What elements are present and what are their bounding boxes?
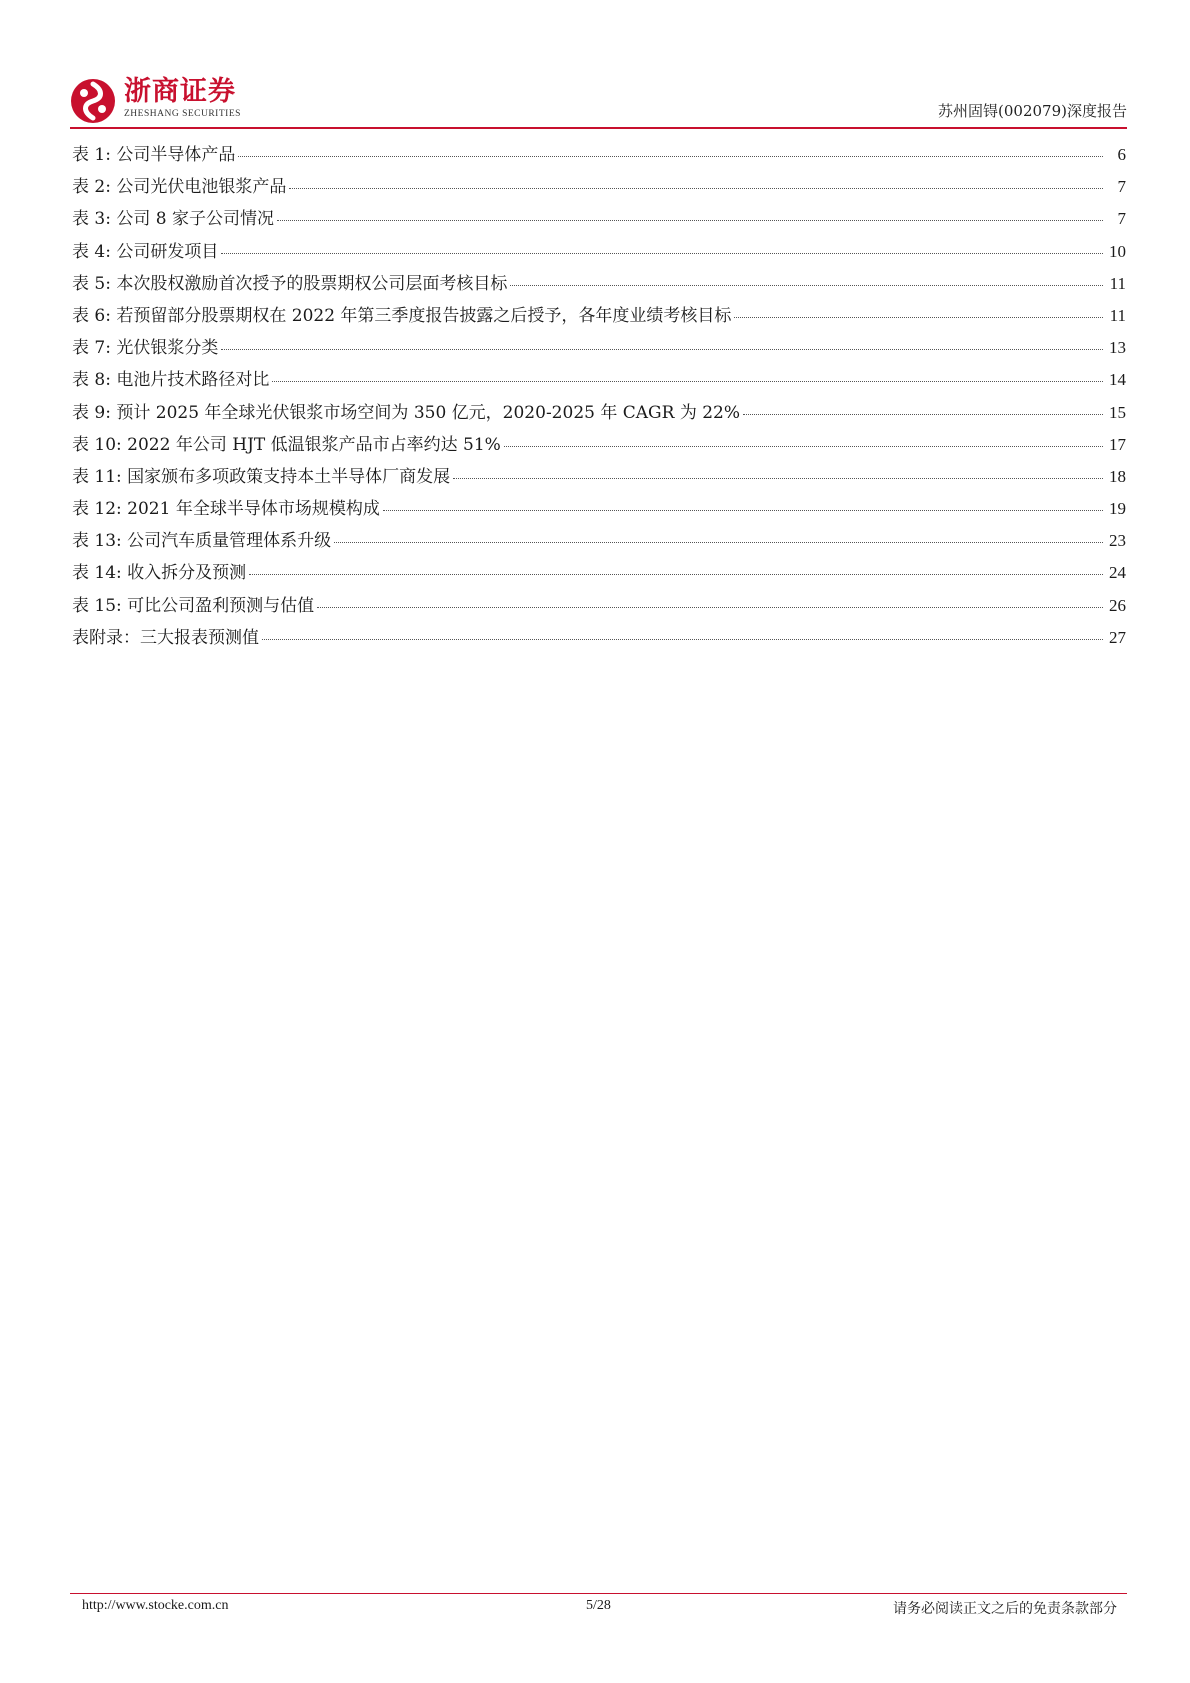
report-title: 苏州固锝(002079)深度报告 bbox=[938, 102, 1127, 120]
toc-dot-leader bbox=[734, 317, 1103, 318]
header-divider bbox=[70, 127, 1127, 129]
toc-entry-page[interactable]: 24 bbox=[1109, 563, 1126, 583]
disclaimer-note: 请务必阅读正文之后的免责条款部分 bbox=[893, 1601, 1117, 1617]
toc-entry-label[interactable]: 表 6: 若预留部分股票期权在 2022 年第三季度报告披露之后授予，各年度业绩考核目标 bbox=[72, 305, 732, 326]
toc-dot-leader bbox=[238, 156, 1103, 157]
toc-dot-leader bbox=[272, 381, 1103, 382]
toc-dot-leader bbox=[221, 253, 1103, 254]
toc-entry[interactable] bbox=[72, 301, 1126, 333]
toc-dot-leader bbox=[383, 510, 1103, 511]
brand-name-en: ZHESHANG SECURITIES bbox=[124, 109, 241, 119]
toc-entry[interactable] bbox=[72, 398, 1126, 430]
footer-divider bbox=[70, 1593, 1127, 1594]
toc-entry[interactable] bbox=[72, 237, 1126, 269]
toc-entry[interactable] bbox=[72, 365, 1126, 397]
toc-entry-label[interactable]: 表 4: 公司研发项目 bbox=[72, 241, 219, 262]
toc-entry-page[interactable]: 11 bbox=[1109, 305, 1126, 325]
toc-entry[interactable] bbox=[72, 623, 1126, 655]
toc-entry[interactable] bbox=[72, 333, 1126, 365]
toc-entry[interactable] bbox=[72, 172, 1126, 204]
toc-entry-label[interactable]: 表 12: 2021 年全球半导体市场规模构成 bbox=[72, 499, 380, 520]
toc-dot-leader bbox=[289, 188, 1103, 189]
toc-entry-page[interactable]: 14 bbox=[1109, 370, 1126, 390]
toc-entry[interactable] bbox=[72, 591, 1126, 623]
toc-entry-page[interactable]: 26 bbox=[1109, 595, 1126, 615]
toc-dot-leader bbox=[334, 542, 1103, 543]
toc-entry-label[interactable]: 表附录：三大报表预测值 bbox=[72, 627, 259, 648]
toc-entry[interactable] bbox=[72, 526, 1126, 558]
toc-entry-label[interactable]: 表 5: 本次股权激励首次授予的股票期权公司层面考核目标 bbox=[72, 273, 508, 294]
toc-entry-page[interactable]: 6 bbox=[1117, 145, 1126, 164]
toc-entry-page[interactable]: 18 bbox=[1109, 466, 1126, 486]
footer-url-link[interactable]: http://www.stocke.com.cn bbox=[82, 1598, 229, 1613]
toc-entry-label[interactable]: 表 15: 可比公司盈利预测与估值 bbox=[72, 595, 315, 616]
toc-entry-page[interactable]: 11 bbox=[1109, 273, 1126, 293]
toc-dot-leader bbox=[743, 414, 1103, 415]
toc-entry-page[interactable]: 23 bbox=[1109, 531, 1126, 551]
zheshang-logo-icon bbox=[70, 78, 116, 124]
toc-entry[interactable] bbox=[72, 462, 1126, 494]
toc-dot-leader bbox=[317, 607, 1103, 608]
toc-entry-label[interactable]: 表 13: 公司汽车质量管理体系升级 bbox=[72, 531, 332, 552]
toc-entry-label[interactable]: 表 8: 电池片技术路径对比 bbox=[72, 370, 270, 391]
toc-entry[interactable] bbox=[72, 269, 1126, 301]
toc-dot-leader bbox=[504, 446, 1103, 447]
toc-entry[interactable] bbox=[72, 140, 1126, 172]
page-number: 5/28 bbox=[586, 1598, 611, 1613]
toc-dot-leader bbox=[249, 574, 1103, 575]
toc-dot-leader bbox=[453, 478, 1103, 479]
toc-entry-page[interactable]: 17 bbox=[1109, 434, 1126, 454]
toc-entry[interactable] bbox=[72, 558, 1126, 590]
toc-entry-label[interactable]: 表 10: 2022 年公司 HJT 低温银浆产品市占率约达 51% bbox=[72, 434, 501, 455]
table-of-tables bbox=[72, 140, 1126, 655]
toc-entry-label[interactable]: 表 1: 公司半导体产品 bbox=[72, 145, 236, 165]
page-footer bbox=[70, 1598, 1127, 1622]
toc-dot-leader bbox=[510, 285, 1103, 286]
toc-entry-page[interactable]: 10 bbox=[1109, 241, 1126, 261]
toc-entry[interactable] bbox=[72, 204, 1126, 236]
toc-entry-label[interactable]: 表 2: 公司光伏电池银浆产品 bbox=[72, 177, 287, 198]
brand-name-cn: 浙商证券 bbox=[124, 76, 236, 107]
toc-dot-leader bbox=[277, 220, 1103, 221]
toc-entry-page[interactable]: 19 bbox=[1109, 499, 1126, 519]
toc-entry-label[interactable]: 表 3: 公司 8 家子公司情况 bbox=[72, 209, 274, 230]
toc-entry-label[interactable]: 表 11: 国家颁布多项政策支持本土半导体厂商发展 bbox=[72, 466, 451, 487]
toc-entry[interactable] bbox=[72, 494, 1126, 526]
toc-dot-leader bbox=[221, 349, 1103, 350]
toc-entry-label[interactable]: 表 14: 收入拆分及预测 bbox=[72, 563, 247, 584]
toc-entry-page[interactable]: 7 bbox=[1117, 209, 1126, 229]
toc-entry-label[interactable]: 表 7: 光伏银浆分类 bbox=[72, 338, 219, 359]
toc-entry-page[interactable]: 7 bbox=[1117, 177, 1126, 197]
page-header bbox=[70, 70, 1127, 128]
toc-entry-label[interactable]: 表 9: 预计 2025 年全球光伏银浆市场空间为 350 亿元，2020-2025 年 CAGR 为 22% bbox=[72, 402, 741, 423]
toc-entry-page[interactable]: 27 bbox=[1109, 627, 1126, 647]
toc-entry-page[interactable]: 15 bbox=[1109, 402, 1126, 422]
brand bbox=[124, 76, 241, 119]
toc-dot-leader bbox=[262, 639, 1103, 640]
toc-entry[interactable] bbox=[72, 430, 1126, 462]
toc-entry-page[interactable]: 13 bbox=[1109, 338, 1126, 358]
